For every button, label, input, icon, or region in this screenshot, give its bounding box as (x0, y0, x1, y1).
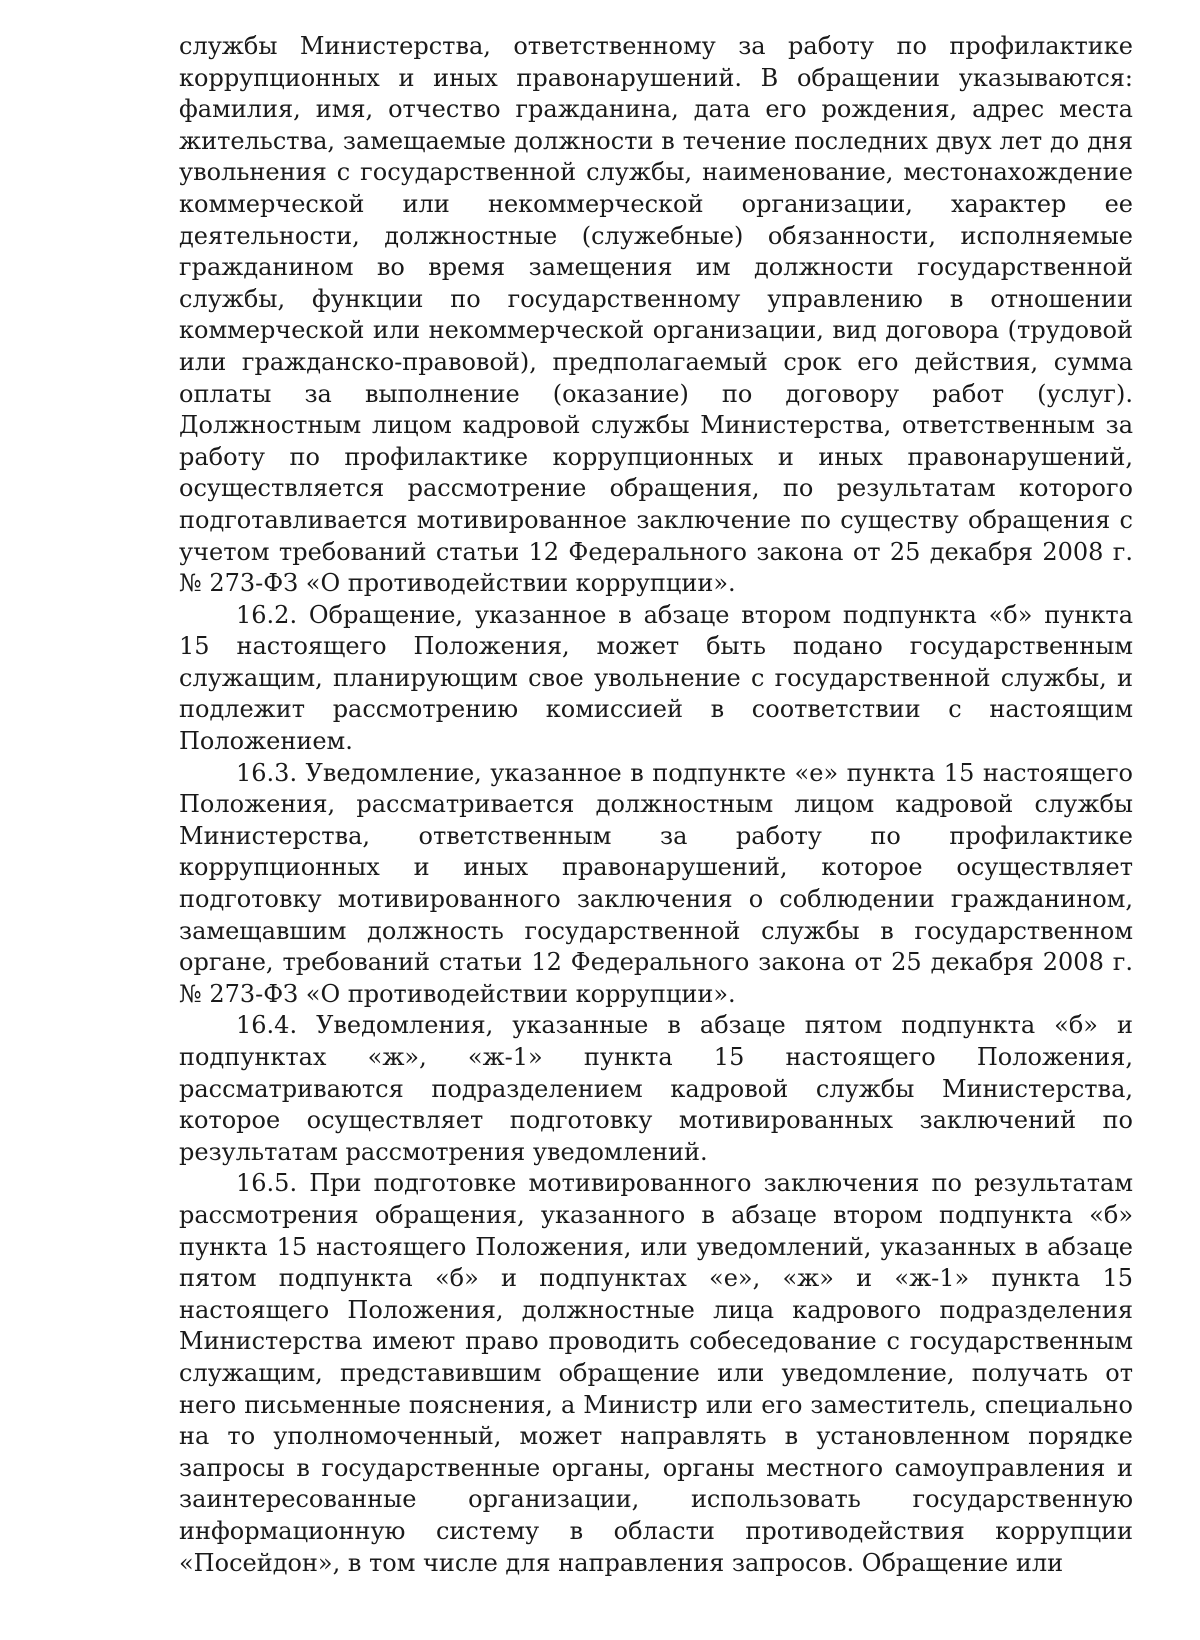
paragraph-16-2: 16.2. Обращение, указанное в абзаце втором подпункта «б» пункта 15 настоящего Положения, может быть подано государственным служащим, планирующим свое увольнение с государственной службы, и подлежит рассмотрению комиссией в соответствии с настоящим Положением. (179, 600, 1133, 756)
paragraph-continuation: службы Министерства, ответственному за работу по профилактике коррупционных и иных правонарушений. В обращении указываются: фамилия, имя, отчество гражданина, дата его рождения, адрес места жительства, замещаемые должности в течение последних двух лет до дня увольнения с государственной службы, наименование, местонахождение коммерческой или некоммерческой организации, характер ее деятельности, должностные (служебные) обязанности, исполняемые гражданином во время замещения им должности государственной службы, функции по государственному управлению в отношении коммерческой или некоммерческой организации, вид договора (трудовой или гражданско-правовой), предполагаемый срок его действия, сумма оплаты за выполнение (оказание) по договору работ (услуг). Должностным лицом кадровой службы Министерства, ответственным за работу по профилактике коррупционных и иных правонарушений, осуществляется рассмотрение обращения, по результатам которого подготавливается мотивированное заключение по существу обращения с учетом требований статьи 12 Федерального закона от 25 декабря 2008 г. № 273-ФЗ «О противодействии коррупции». (179, 32, 1133, 598)
paragraph-16-5: 16.5. При подготовке мотивированного заключения по результатам рассмотрения обращения, указанного в абзаце втором подпункта «б» пункта 15 настоящего Положения, или уведомлений, указанных в абзаце пятом подпункта «б» и подпунктах «е», «ж» и «ж-1» пункта 15 настоящего Положения, должностные лица кадрового подразделения Министерства имеют право проводить собеседование с государственным служащим, представившим обращение или уведомление, получать от него письменные пояснения, а Министр или его заместитель, специально на то уполномоченный, может направлять в установленном порядке запросы в государственные органы, органы местного самоуправления и заинтересованные организации, использовать государственную информационную систему в области противодействия коррупции «Посейдон», в том числе для направления запросов. Обращение или (179, 1169, 1133, 1577)
paragraph-16-4: 16.4. Уведомления, указанные в абзаце пятом подпункта «б» и подпунктах «ж», «ж-1» пункта 15 настоящего Положения, рассматриваются подразделением кадровой службы Министерства, которое осуществляет подготовку мотивированных заключений по результатам рассмотрения уведомлений. (179, 1011, 1133, 1166)
paragraph-16-3: 16.3. Уведомление, указанное в подпункте «е» пункта 15 настоящего Положения, рассматривается должностным лицом кадровой службы Министерства, ответственным за работу по профилактике коррупционных и иных правонарушений, которое осуществляет подготовку мотивированного заключения о соблюдении гражданином, замещавшим должность государственной службы в государственном органе, требований статьи 12 Федерального закона от 25 декабря 2008 г. № 273-ФЗ «О противодействии коррупции». (179, 758, 1133, 1008)
document-page (179, 31, 1133, 1579)
